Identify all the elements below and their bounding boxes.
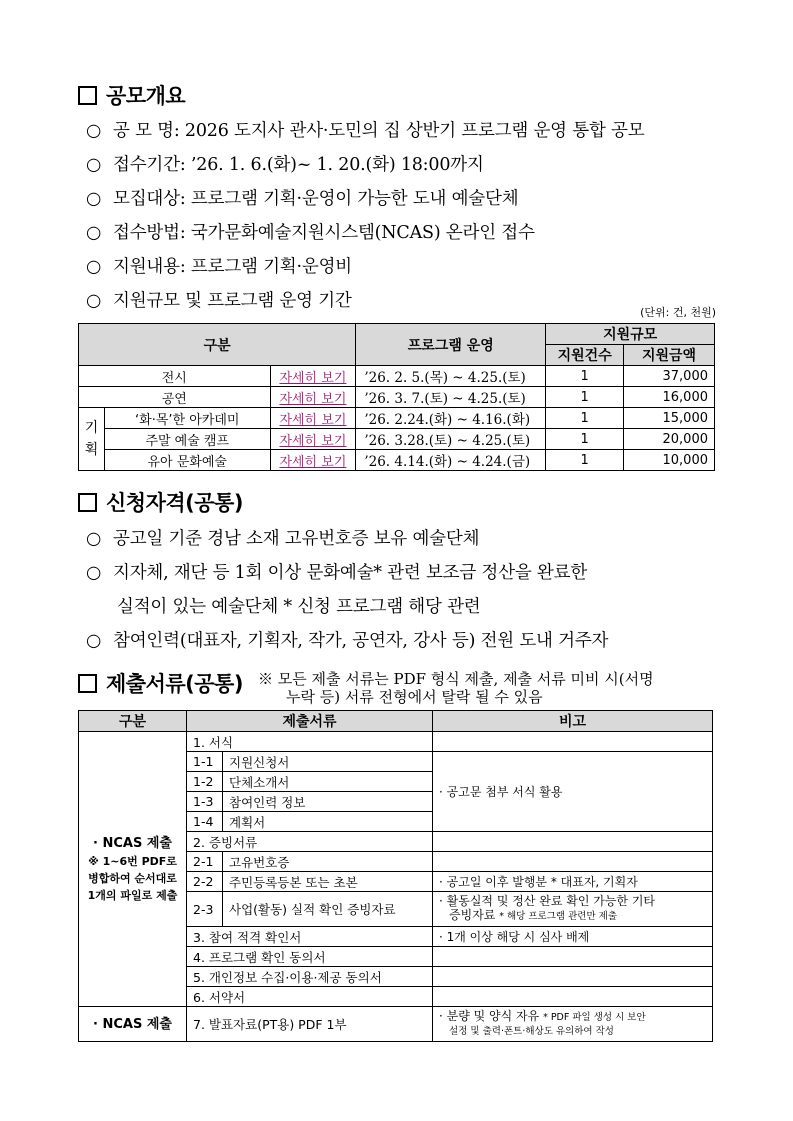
circle-bullet-icon: ○ [86,257,102,277]
circle-bullet-icon: ○ [86,631,102,651]
group-label-text: 기획 [84,420,99,458]
eligibility-item: ○ 참여인력(대표자, 기획자, 작가, 공연자, 강사 등) 전원 도내 거주자 [86,631,609,651]
section-title-text: 공모개요 [106,84,186,108]
header-remarks: 비고 [433,711,713,732]
table-row: 2-1 고유번호증 [79,852,713,872]
overview-item: ○ 지원규모 및 프로그램 운영 기간 [86,291,352,311]
support-scale-table [78,323,715,471]
table-row: 2-2 주민등록등본 또는 초본 · 공고일 이후 발행분 * 대표자, 기획자 [79,872,713,892]
checkbox-square-icon [78,674,97,693]
ncas-submission-cell: · NCAS 제출 ※ 1~6번 PDF로 병합하여 순서대로 1개의 파일로 제출 [79,732,187,1007]
overview-item: ○ 지원내용: 프로그램 기획·운영비 [86,257,352,277]
table-row: 2. 증빙서류 [79,832,713,852]
overview-item: ○ 접수방법: 국가문화예술지원시스템(NCAS) 온라인 접수 [86,223,535,243]
table-row: 전시 자세히 보기 ’26. 2. 5.(목) ~ 4.25.(토) 1 37,000 [79,366,715,387]
table-row: 유아 문화예술 자세히 보기 ’26. 4.14.(화) ~ 4.24.(금) 1 10,000 [79,450,715,471]
header-category: 구분 [79,711,187,732]
section-title-documents [78,668,243,698]
remark-activity-proof: · 활동실적 및 정산 완료 확인 가능한 기타 증빙자료 * 해당 프로그램 관련만 제출 [433,892,713,927]
documents-note-line2: 누락 등) 서류 전형에서 탈락 될 수 있음 [286,688,543,706]
remark-resident-register: · 공고일 이후 발행분 * 대표자, 기획자 [433,872,713,892]
table-row: 주말 예술 캠프 자세히 보기 ’26. 3.28.(토) ~ 4.25.(토) 1 20,000 [79,429,715,450]
overview-item: ○ 모집대상: 프로그램 기획·운영이 가능한 도내 예술단체 [86,189,519,209]
table-row: 5. 개인정보 수집·이용·제공 동의서 [79,967,713,987]
circle-bullet-icon: ○ [86,155,102,175]
documents-table [78,710,713,1042]
table-row: 기획 ‘화·목’한 아카데미 자세히 보기 ’26. 2.24.(화) ~ 4.16.(화) 1 15,000 [79,408,715,429]
section-title-overview [78,80,185,110]
table-row: 1-4 계획서 [79,812,713,832]
overview-item: ○ 접수기간: ’26. 1. 6.(화)~ 1. 20.(화) 18:00까지 [86,155,484,175]
header-category: 구분 [79,324,356,366]
detail-link[interactable]: 자세히 보기 [270,408,356,429]
header-amount: 지원금액 [624,345,715,366]
table-row: · NCAS 제출 ※ 1~6번 PDF로 병합하여 순서대로 1개의 파일로 제출 1. 서식 [79,732,713,752]
table-row: 1-1 지원신청서 · 공고문 첨부 서식 활용 [79,752,713,772]
checkbox-square-icon [78,493,97,512]
section-title-eligibility [78,487,243,517]
ncas-last-label: · NCAS 제출 [79,1007,187,1042]
circle-bullet-icon: ○ [86,121,102,141]
eligibility-item: ○ 공고일 기준 경남 소재 고유번호증 보유 예술단체 [86,529,480,549]
header-count: 지원건수 [546,345,624,366]
circle-bullet-icon: ○ [86,563,102,583]
table-row: 1-2 단체소개서 [79,772,713,792]
header-docs: 제출서류 [187,711,433,732]
header-program: 프로그램 운영 [356,324,546,366]
detail-link[interactable]: 자세히 보기 [270,429,356,450]
eligibility-item-continued: 실적이 있는 예술단체 * 신청 프로그램 해당 관련 [117,597,481,617]
remark-forms: · 공고문 첨부 서식 활용 [433,752,713,832]
remark-presentation: · 분량 및 양식 자유 * PDF 파일 생성 시 보안 설정 및 출력·폰트·해상도 유의하여 작성 [433,1007,713,1042]
section-title-text: 제출서류(공통) [106,672,243,696]
table-row: 3. 참여 적격 확인서 · 1개 이상 해당 시 심사 배제 [79,927,713,947]
table-row: 2-3 사업(활동) 실적 확인 증빙자료 · 활동실적 및 정산 완료 확인 가능한 기타 증빙자료 * 해당 프로그램 관련만 제출 [79,892,713,927]
eligibility-item: ○ 지자체, 재단 등 1회 이상 문화예술* 관련 보조금 정산을 완료한 [86,563,588,583]
table-row: 공연 자세히 보기 ’26. 3. 7.(토) ~ 4.25.(토) 1 16,000 [79,387,715,408]
circle-bullet-icon: ○ [86,223,102,243]
documents-note-line1: ※ 모든 제출 서류는 PDF 형식 제출, 제출 서류 미비 시(서명 [258,670,654,688]
group-label-planning [79,408,105,471]
circle-bullet-icon: ○ [86,291,102,311]
detail-link[interactable]: 자세히 보기 [270,387,356,408]
table-row: 6. 서약서 [79,987,713,1007]
checkbox-square-icon [78,86,97,105]
table-row: · NCAS 제출 7. 발표자료(PT용) PDF 1부 · 분량 및 양식 자유 * PDF 파일 생성 시 보안 설정 및 출력·폰트·해상도 유의하여 작성 [79,1007,713,1042]
circle-bullet-icon: ○ [86,189,102,209]
unit-note: (단위: 건, 천원) [640,306,716,319]
detail-link[interactable]: 자세히 보기 [270,450,356,471]
overview-item: ○ 공 모 명: 2026 도지사 관사·도민의 집 상반기 프로그램 운영 통합 공모 [86,121,645,141]
section-title-text: 신청자격(공통) [106,491,243,515]
remark-eligibility: · 1개 이상 해당 시 심사 배제 [433,927,713,947]
circle-bullet-icon: ○ [86,529,102,549]
table-row: 1-3 참여인력 정보 [79,792,713,812]
header-scale: 지원규모 [546,324,715,345]
table-row: 4. 프로그램 확인 동의서 [79,947,713,967]
detail-link[interactable]: 자세히 보기 [270,366,356,387]
